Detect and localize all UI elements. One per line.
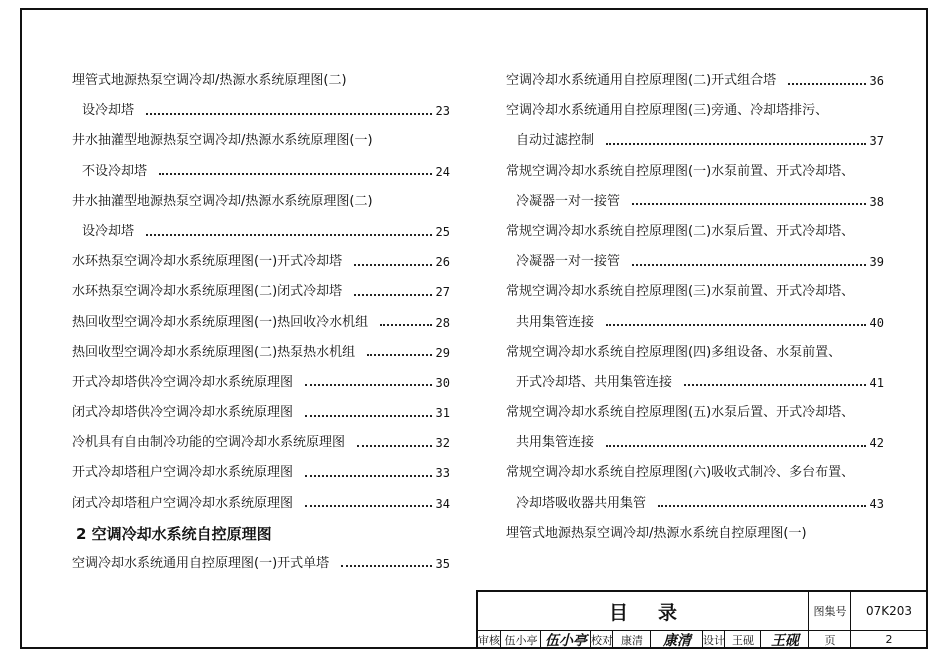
toc-entry xyxy=(72,126,450,156)
section-heading xyxy=(72,519,450,549)
toc-entry xyxy=(506,126,884,156)
toc-entry-text: 设冷却塔 xyxy=(82,103,135,119)
toc-entry-text: 空调冷却水系统通用自控原理图(三)旁通、冷却塔排污、 xyxy=(506,103,829,119)
dot-leader xyxy=(305,504,432,507)
toc-page-number: 35 xyxy=(435,556,450,571)
toc-entry xyxy=(506,458,884,488)
toc-page-number: 28 xyxy=(435,315,450,330)
toc-entry-text: 常规空调冷却水系统自控原理图(一)水泵前置、开式冷却塔、 xyxy=(506,163,855,179)
toc-page-number: 43 xyxy=(869,496,884,511)
toc-page-number: 23 xyxy=(435,104,450,119)
toc-entry-text: 共用集管连接 xyxy=(516,314,595,330)
toc-entry-text: 2 空调冷却水系统自控原理图 xyxy=(76,524,272,543)
toc-entry-text: 常规空调冷却水系统自控原理图(五)水泵后置、开式冷却塔、 xyxy=(506,405,855,421)
review-label: 审核 xyxy=(478,633,500,647)
checker-signature: 康清 xyxy=(650,630,703,649)
toc-entry-text: 空调冷却水系统通用自控原理图(一)开式单塔 xyxy=(72,555,330,571)
toc-entry-text: 常规空调冷却水系统自控原理图(四)多组设备、水泵前置、 xyxy=(506,344,842,360)
toc-entry xyxy=(506,247,884,277)
reviewer-signature: 伍小亭 xyxy=(540,630,591,649)
dot-leader xyxy=(146,112,432,115)
atlas-number-label: 图集号 xyxy=(808,592,851,630)
dot-leader xyxy=(305,383,432,386)
dot-leader xyxy=(606,142,866,145)
toc-page-number: 26 xyxy=(435,255,450,270)
toc-entry xyxy=(72,277,450,307)
toc-right-column xyxy=(506,66,884,549)
toc-page-number: 29 xyxy=(435,345,450,360)
toc-entry xyxy=(506,66,884,96)
toc-entry-text: 开式冷却塔、共用集管连接 xyxy=(516,374,673,390)
design-label: 设计 xyxy=(702,630,725,649)
toc-page-number: 24 xyxy=(435,164,450,179)
page-label: 页 xyxy=(808,630,851,649)
toc-entry-text: 不设冷却塔 xyxy=(82,163,148,179)
toc-page-number: 30 xyxy=(435,375,450,390)
toc-entry xyxy=(506,157,884,187)
dot-leader xyxy=(606,444,866,447)
toc-entry xyxy=(506,217,884,247)
dot-leader xyxy=(341,564,431,567)
toc-entry xyxy=(72,338,450,368)
toc-entry xyxy=(72,458,450,488)
toc-entry xyxy=(72,368,450,398)
toc-entry xyxy=(72,217,450,247)
toc-entry-text: 共用集管连接 xyxy=(516,435,595,451)
toc-entry-text: 设冷却塔 xyxy=(82,223,135,239)
toc-page-number: 34 xyxy=(435,496,450,511)
toc-page-number: 27 xyxy=(435,285,450,300)
toc-page-number: 40 xyxy=(869,315,884,330)
checker-name: 康清 xyxy=(612,630,651,649)
toc-entry xyxy=(72,489,450,519)
dot-leader xyxy=(146,233,432,236)
toc-entry xyxy=(506,338,884,368)
toc-entry-text: 热回收型空调冷却水系统原理图(二)热泵热水机组 xyxy=(72,344,356,360)
toc-entry xyxy=(506,428,884,458)
toc-entry-text: 自动过滤控制 xyxy=(516,133,595,149)
dot-leader xyxy=(159,172,432,175)
toc-entry xyxy=(506,187,884,217)
toc-entry-text: 开式冷却塔租户空调冷却水系统原理图 xyxy=(72,465,294,481)
dot-leader xyxy=(658,504,866,507)
dot-leader xyxy=(367,353,431,356)
toc-entry-text: 井水抽灌型地源热泵空调冷却/热源水系统原理图(二) xyxy=(72,193,373,209)
toc-page-number: 41 xyxy=(869,375,884,390)
toc-entry-text: 冷却塔吸收器共用集管 xyxy=(516,495,647,511)
page-number: 2 xyxy=(850,630,927,649)
toc-page-number: 33 xyxy=(435,466,450,481)
designer-name: 王砚 xyxy=(724,630,761,649)
title-block xyxy=(476,590,926,647)
designer-signature: 王砚 xyxy=(760,630,809,649)
toc-entry-text: 水环热泵空调冷却水系统原理图(一)开式冷却塔 xyxy=(72,254,343,270)
toc-entry-text: 埋管式地源热泵空调冷却/热源水系统原理图(二) xyxy=(72,73,347,88)
toc-entry xyxy=(506,277,884,307)
toc-entry-text: 热回收型空调冷却水系统原理图(一)热回收冷水机组 xyxy=(72,314,369,330)
toc-entry-text: 埋管式地源热泵空调冷却/热源水系统自控原理图(一) xyxy=(506,525,807,541)
reviewer-name: 伍小亭 xyxy=(500,630,541,649)
dot-leader xyxy=(305,474,432,477)
toc-entry-text: 冷机具有自由制冷功能的空调冷却水系统原理图 xyxy=(72,435,346,451)
dot-leader xyxy=(305,414,432,417)
toc-entry-text: 常规空调冷却水系统自控原理图(二)水泵后置、开式冷却塔、 xyxy=(506,223,855,239)
toc-page-number: 42 xyxy=(869,436,884,451)
dot-leader xyxy=(606,323,866,326)
toc-entry xyxy=(72,96,450,126)
toc-page-number: 36 xyxy=(869,74,884,88)
toc-entry xyxy=(72,549,450,579)
toc-entry-text: 水环热泵空调冷却水系统原理图(二)闭式冷却塔 xyxy=(72,284,343,300)
toc-entry xyxy=(506,519,884,549)
toc-entry-text: 空调冷却水系统通用自控原理图(二)开式组合塔 xyxy=(506,73,777,88)
toc-entry xyxy=(506,96,884,126)
toc-entry xyxy=(72,157,450,187)
toc-entry xyxy=(72,398,450,428)
toc-entry xyxy=(72,66,450,96)
toc-entry xyxy=(506,398,884,428)
dot-leader xyxy=(357,444,432,447)
dot-leader xyxy=(684,383,866,386)
dot-leader xyxy=(380,323,431,326)
toc-entry-text: 闭式冷却塔租户空调冷却水系统原理图 xyxy=(72,495,294,511)
toc-entry xyxy=(506,368,884,398)
dot-leader xyxy=(788,82,865,85)
toc-page-number: 31 xyxy=(435,406,450,421)
toc-entry xyxy=(506,308,884,338)
toc-entry-text: 常规空调冷却水系统自控原理图(三)水泵前置、开式冷却塔、 xyxy=(506,284,855,300)
dot-leader xyxy=(354,293,431,296)
toc-entry-text: 闭式冷却塔供冷空调冷却水系统原理图 xyxy=(72,405,294,421)
toc-page-number: 38 xyxy=(869,194,884,209)
toc-left-column xyxy=(72,66,450,579)
toc-entry xyxy=(72,187,450,217)
toc-entry-text: 冷凝器一对一接管 xyxy=(516,254,621,270)
toc-entry-text: 井水抽灌型地源热泵空调冷却/热源水系统原理图(一) xyxy=(72,133,373,149)
dot-leader xyxy=(354,263,431,266)
dot-leader xyxy=(632,202,866,205)
toc-entry xyxy=(506,489,884,519)
atlas-number: 07K203 xyxy=(850,592,927,630)
toc-entry-text: 开式冷却塔供冷空调冷却水系统原理图 xyxy=(72,374,294,390)
toc-entry-text: 常规空调冷却水系统自控原理图(六)吸收式制冷、多台布置、 xyxy=(506,465,855,481)
dot-leader xyxy=(632,263,866,266)
toc-page-number: 32 xyxy=(435,436,450,451)
toc-entry-text: 冷凝器一对一接管 xyxy=(516,193,621,209)
toc-entry xyxy=(72,428,450,458)
toc-entry xyxy=(72,247,450,277)
toc-page-number: 37 xyxy=(869,134,884,149)
check-label: 校对 xyxy=(590,630,613,649)
toc-entry xyxy=(72,308,450,338)
toc-page-number: 25 xyxy=(435,224,450,239)
toc-page-number: 39 xyxy=(869,255,884,270)
title-block-title: 目录 xyxy=(608,601,707,624)
